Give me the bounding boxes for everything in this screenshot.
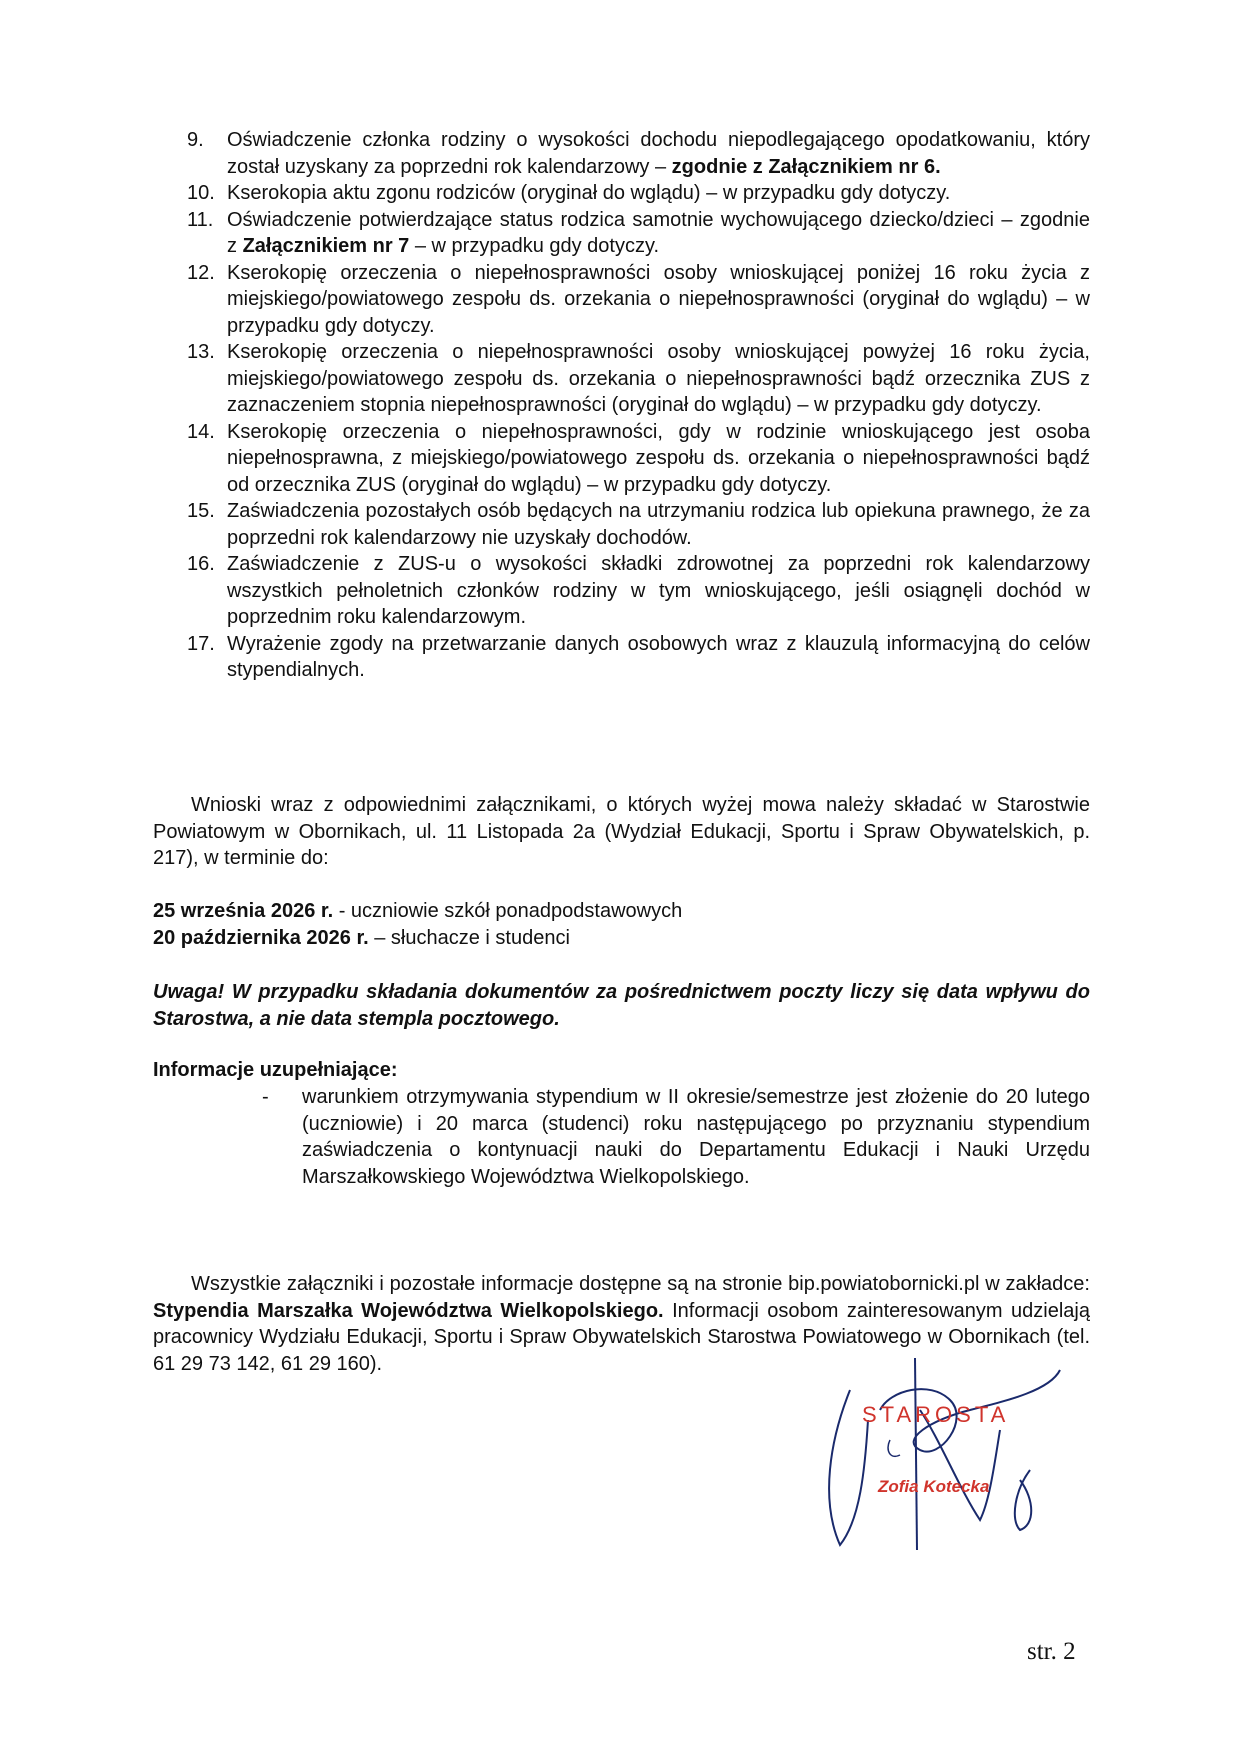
stamp-name: Zofia Kotecka (878, 1477, 990, 1496)
page-number: str. 2 (1027, 1638, 1076, 1665)
warning-note: Uwaga! W przypadku składania dokumentów za pośrednictwem poczty liczy się data wpływu do Starostwa, a nie data stempla pocztowego. (153, 981, 1090, 1030)
list-item-text: Zaświadczenia pozostałych osób będących na utrzymaniu rodzica lub opiekuna prawnego, że za poprzedni rok kalendarzowy nie uzyskały dochodów. (227, 500, 1090, 549)
list-item-number: 11. (187, 208, 214, 231)
list-item-number: 14. (187, 420, 215, 443)
list-item (187, 339, 1090, 419)
info-bullet (262, 1084, 1090, 1190)
list-item-number: 10. (187, 182, 215, 204)
bullet-dash: - (262, 1086, 269, 1108)
list-item (187, 498, 1090, 551)
signature-icon (820, 1350, 1090, 1560)
official-stamp (820, 1350, 1090, 1560)
info-heading: Informacje uzupełniające: (153, 1059, 398, 1081)
deadline-students-university: 20 października 2026 r. – słuchacze i studenci (153, 926, 570, 949)
list-item (187, 419, 1090, 499)
list-item-text: Kserokopię orzeczenia o niepełnosprawności osoby wnioskującej poniżej 16 roku życia z miejskiego/powiatowego zespołu ds. orzekania o niepełnosprawności (oryginał do wglądu) – w przypadku gdy dotyczy. (227, 261, 1090, 337)
list-item-number: 12. (187, 261, 215, 284)
list-item-text: Zaświadczenie z ZUS-u o wysokości składki zdrowotnej za poprzedni rok kalendarzowy wszystkich pełnoletnich członków rodziny w tym wnioskującego, jeśli osiągnęli dochód w poprzednim roku kalendarzowym. (227, 553, 1090, 628)
list-item (187, 631, 1090, 684)
list-item-text: Kserokopia aktu zgonu rodziców (oryginał do wglądu) – w przypadku gdy dotyczy. (227, 182, 951, 204)
list-item-text: Kserokopię orzeczenia o niepełnosprawności, gdy w rodzinie wnioskującego jest osoba niepełnosprawna, z miejskiego/powiatowego zespołu ds. orzekania o niepełnosprawności bądź od orzecznika ZUS (oryginał do wglądu) – w przypadku gdy dotyczy. (227, 420, 1090, 496)
list-item-text: Kserokopię orzeczenia o niepełnosprawności osoby wnioskującej powyżej 16 roku życia, miejskiego/powiatowego zespołu ds. orzekania o niepełnosprawności bądź orzecznika ZUS z zaznaczeniem stopnia niepełnosprawności (oryginał do wglądu) – w przypadku gdy dotyczy. (227, 341, 1090, 416)
list-item-number: 9. (187, 129, 204, 151)
list-item-number: 16. (187, 553, 215, 575)
list-item (187, 127, 1090, 180)
deadlines (153, 898, 682, 951)
list-item-text: Wyrażenie zgody na przetwarzanie danych osobowych wraz z klauzulą informacyjną do celów stypendialnych. (227, 632, 1090, 681)
list-item-number: 13. (187, 341, 215, 363)
requirements-list (187, 127, 1090, 684)
list-item (187, 180, 1090, 207)
list-item (187, 207, 1090, 260)
deadline-students-school: 25 września 2026 r. - uczniowie szkół ponadpodstawowych (153, 900, 683, 922)
footer-info: Wszystkie załączniki i pozostałe informacje dostępne są na stronie bip.powiatobornicki.pl w zakładce: Stypendia Marszałka Województwa Wielkopolskiego. Informacji osobom zainteresowanym udzielają pracownicy Wydziału Edukacji, Sportu i Spraw Obywatelskich Starostwa Powiatowego w Obornikach (tel. 61 29 73 142, 61 29 160). (153, 1273, 1090, 1375)
list-item-text: Oświadczenie potwierdzające status rodzica samotnie wychowującego dziecko/dzieci – zgodnie z Załącznikiem nr 7 – w przypadku gdy dotyczy. (227, 208, 1090, 257)
bullet-text: warunkiem otrzymywania stypendium w II okresie/semestrze jest złożenie do 20 lutego (uczniowie) i 20 marca (studenci) roku następującego po przyznaniu stypendium zaświadczenia o kontynuacji nauki do Departamentu Edukacji i Nauki Urzędu Marszałkowskiego Województwa Wielkopolskiego. (302, 1086, 1090, 1188)
list-item-number: 17. (187, 632, 215, 655)
list-item-number: 15. (187, 500, 215, 522)
stamp-title: STAROSTA (862, 1402, 1010, 1427)
list-item (187, 260, 1090, 340)
list-item-text: Oświadczenie członka rodziny o wysokości dochodu niepodlegającego opodatkowaniu, który został uzyskany za poprzedni rok kalendarzowy – zgodnie z Załącznikiem nr 6. (227, 129, 1090, 178)
list-item (187, 551, 1090, 631)
submission-paragraph: Wnioski wraz z odpowiednimi załącznikami, o których wyżej mowa należy składać w Starostwie Powiatowym w Obornikach, ul. 11 Listopada 2a (Wydział Edukacji, Sportu i Spraw Obywatelskich, p. 217), w terminie do: (153, 794, 1090, 869)
